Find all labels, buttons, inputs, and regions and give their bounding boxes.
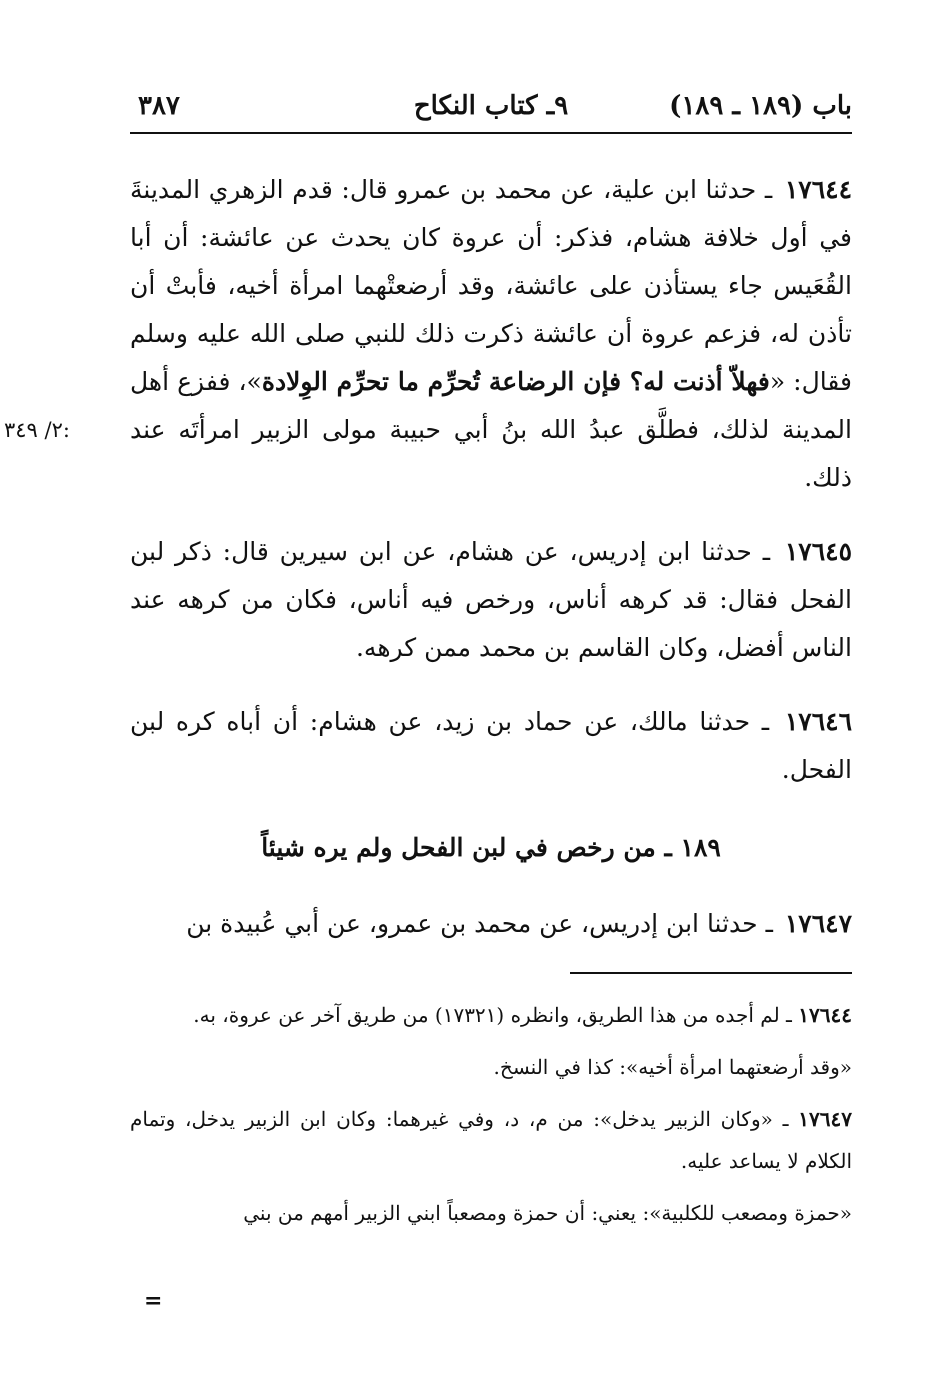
hadith-paragraph [130, 698, 852, 794]
footnote-text: «وقد أرضعتهما امرأة أخيه»: كذا في النسخ. [493, 1055, 852, 1079]
hadith-emphasis: فهلاّ أذنت له؟ فإن الرضاعة تُحرِّم ما تحرِّم الوِلادة [261, 367, 770, 396]
footnote-number: ١٧٦٤٧ [798, 1107, 852, 1131]
hadith-text: ـ حدثنا ابن علية، عن محمد بن عمرو قال: قدم الزهري المدينةَ في أول خلافة هشام، فذكر: أن عروة كان يحدث عن عائشة: أن أبا القُعَيس جاء يستأذن على عائشة، وقد أرضعتْهما امرأة أخيه، فأبتْ أن تأذن له، فزعم عروة أن عائشة ذكرت ذلك للنبي صلى الله عليه وسلم فقال: « [130, 175, 852, 396]
footnote-number: ١٧٦٤٤ [798, 1003, 852, 1027]
main-text [130, 166, 852, 948]
footnote-text: ـ لم أجده من هذا الطريق، وانظره (١٧٣٢١) من طريق آخر عن عروة، به. [193, 1003, 792, 1027]
page-header [130, 86, 852, 126]
footnote-text: ـ «وكان الزبير يدخل»: من م، د، وفي غيرهما: وكان ابن الزبير يدخل، وتمام الكلام لا يساعد عليه. [130, 1107, 852, 1173]
footnote [130, 1098, 852, 1182]
hadith-text: ـ حدثنا مالك، عن حماد بن زيد، عن هشام: أن أباه كره لبن الفحل. [130, 707, 852, 784]
hadith-text-end: »، ففزع أهل المدينة لذلك، فطلَّق عبدُ الله بنُ أبي حبيبة مولى الزبير امرأتَه عند ذلك. [130, 367, 852, 492]
hadith-number: ١٧٦٤٦ [784, 707, 853, 736]
hadith-text: ـ حدثنا ابن إدريس، عن هشام، عن ابن سيرين قال: ذكر لبن الفحل فقال: قد كرهه أناس، ورخص فيه أناس، فكان من كرهه عند الناس أفضل، وكان القاسم بن محمد ممن كرهه. [130, 537, 852, 662]
margin-reference: ٢/ ٣٤٩: [4, 418, 70, 442]
header-rule [130, 132, 852, 134]
chapter-range: باب (١٨٩ ـ ١٨٩) [669, 91, 852, 121]
hadith-number: ١٧٦٤٥ [784, 537, 852, 566]
footnote-text: «حمزة ومصعب للكلبية»: يعني: أن حمزة ومصعباً ابني الزبير أمهم من بني [243, 1201, 852, 1225]
page-number: ٣٨٧ [138, 91, 180, 121]
hadith-number: ١٧٦٤٧ [784, 909, 852, 938]
chapter-heading: ١٨٩ ـ من رخص في لبن الفحل ولم يره شيئاً [261, 833, 721, 862]
hadith-paragraph [130, 900, 852, 948]
hadith-number: ١٧٦٤٤ [784, 175, 852, 204]
hadith-paragraph [130, 528, 852, 672]
footnotes [130, 994, 852, 1234]
footnote-rule [570, 972, 852, 974]
hadith-text: ـ حدثنا ابن إدريس، عن محمد بن عمرو، عن أبي عُبيدة بن [186, 909, 773, 938]
continuation-mark: = [144, 1288, 163, 1314]
footnote [130, 1046, 852, 1088]
footnote [130, 1192, 852, 1234]
hadith-paragraph [130, 166, 852, 502]
footnote [130, 994, 852, 1036]
book-title: ٩ـ كتاب النكاح [413, 91, 569, 121]
